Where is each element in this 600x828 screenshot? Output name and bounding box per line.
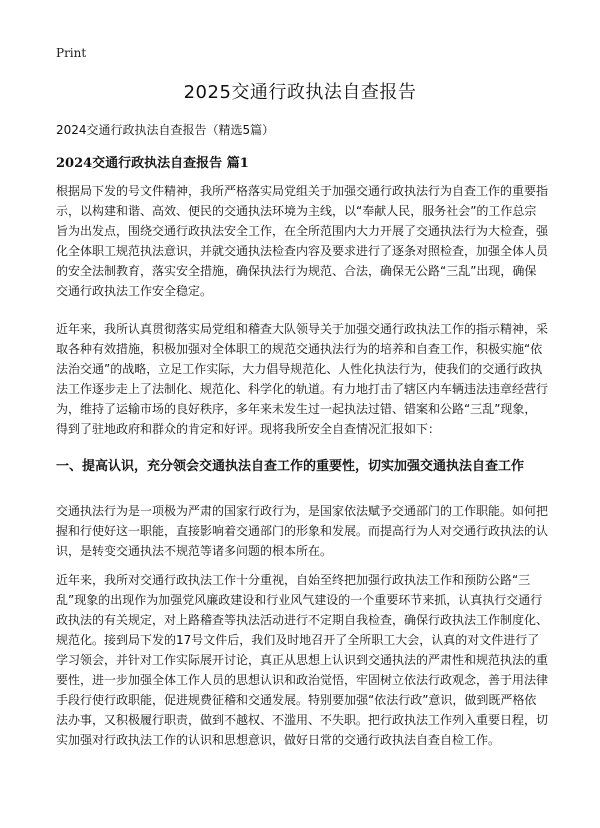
paragraph-1: 根据局下发的号文件精神，我所严格落实局党组关于加强交通行政执法行为自查工作的重要指示，以构建和谐、高效、便民的交通执法环境为主线，以“奉献人民，服务社会”的工作总宗旨为出发点，围绕交通行政执法安全工作，在全所范围内大力开展了交通执法行为大检查，强化全体职工规范执法意识，并就交通执法检查内容及要求进行了逐条对照检查，加强全体人员的安全法制教育，落实安全措施，确保执法行为规范、合法，确保无公路“三乱”出现，确保交通行政执法工作安全稳定。 [56, 184, 549, 298]
document-subtitle: 2024交通行政执法自查报告（精选5篇） [56, 123, 275, 137]
document-title: 2025交通行政执法自查报告 [183, 82, 417, 103]
print-link[interactable]: Print [56, 46, 87, 60]
section-heading: 2024交通行政执法自查报告 篇1 [56, 156, 249, 171]
paragraph-2: 近年来，我所认真贯彻落实局党组和稽查大队领导关于加强交通行政执法工作的指示精神，采取各种有效措施，积极加强对全体职工的规范交通执法行为的培养和自查工作，积极实施“依法治交通”的战略，立足工作实际，大力倡导规范化、人性化执法行为，使我们的交通行政执法工作逐步走上了法制化、规范化、科学化的轨道。有力地打击了辖区内车辆违法违章经营行为，维持了运输市场的良好秩序，多年来未发生过一起执法过错、错案和公路“三乱”现象，得到了驻地政府和群众的肯定和好评。现将我所安全自查情况汇报如下： [56, 322, 549, 436]
paragraph-4: 近年来，我所对交通行政执法工作十分重视，自始至终把加强行政执法工作和预防公路“三乱”现象的出现作为加强党风廉政建设和行业风气建设的一个重要环节来抓，认真执行交通行政执法的有关规定，对上路稽查等执法活动进行不定期自我检查，确保行政执法工作制度化、规范化。接到局下发的17号文件后，我们及时地召开了全所职工大会，认真的对文件进行了学习领会，并针对工作实际展开讨论，真正从思想上认识到交通执法的严肃性和规范执法的重要性，进一步加强全体工作人员的思想认识和政治觉悟，牢固树立依法行政观念，善于用法律手段行使行政职能，促进规费征稽和交通发展。特别要加强“依法行政”意识，做到既严格依法办事，又积极履行职责，做到不越权、不滥用、不失职。把行政执法工作列入重要日程，切实加强对行政执法工作的认识和思想意识，做好日常的交通行政执法自查自检工作。 [56, 573, 549, 747]
paragraph-3: 交通执法行为是一项极为严肃的国家行政行为，是国家依法赋予交通部门的工作职能。如何把握和行使好这一职能，直接影响着交通部门的形象和发展。而提高行为人对交通行政执法的认识，是转变交通执法不规范等诸多问题的根本所在。 [56, 504, 549, 558]
section-subheading: 一、提高认识，充分领会交通执法自查工作的重要性，切实加强交通执法自查工作 [56, 459, 525, 474]
